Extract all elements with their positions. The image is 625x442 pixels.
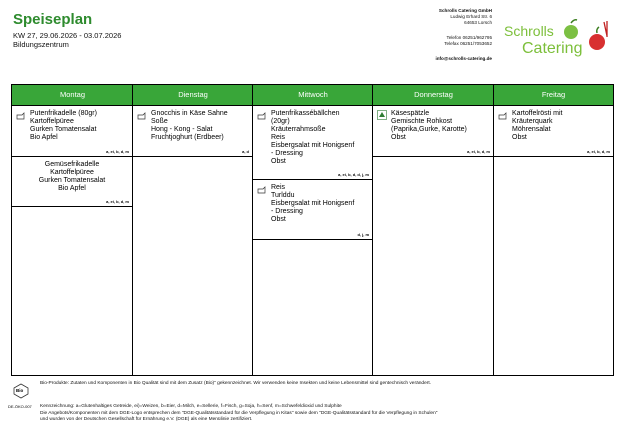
dge-logo-icon [377,110,387,120]
dish-line: Obst [271,158,286,165]
dish-line: Gnocchis in Käse Sahne [151,110,228,117]
dish-line: Gurken Tomatensalat [38,177,106,184]
day-header-friday: Freitag [494,85,613,105]
day-header-monday: Montag [12,85,133,105]
dish-line: Gemischte Rohkost [391,118,453,125]
dish-line: Obst [391,134,406,141]
location: Bildungszentrum [13,40,69,49]
dish-line: Obst [271,216,286,223]
fax: Telefax 06251/7053652 [444,41,492,46]
logo-word1: Schrolls [504,23,554,39]
menu-grid [11,84,614,376]
dish-lines [30,110,130,142]
menu-cell-thursday-1 [373,106,493,157]
bio-code: DE-ÖKO-007 [8,404,32,409]
day-header-wednesday: Mittwoch [253,85,373,105]
dish-line: Eisbergsalat mit Honigsenf [271,200,355,207]
week-range: KW 27, 29.06.2026 - 03.07.2026 [13,31,122,40]
menu-cell-wednesday-1 [253,106,372,180]
allergen-codes: a, ei, b, d, m [587,149,610,154]
menu-cell-wednesday-2 [253,180,372,240]
menu-cell-friday-1 [494,106,613,157]
day-header-tuesday: Dienstag [133,85,253,105]
menu-cell-monday-2 [12,157,132,207]
dish-line: Reis [271,184,286,191]
dish-line: (Paprika,Gurke, Karotte) [391,126,467,133]
dish-lines [14,161,130,193]
dish-lines [512,110,611,142]
dish-line: Hong - Kong - Salat [151,126,213,133]
bio-note: Bio-Produkte: Zutaten und Komponenten in Bio Qualität sind mit dem Zusatz (Bio)" gekennzeichnet. Wir verwenden keine Insekten und keine Lebensmittel sind gentechnisch verändert. [40,381,432,386]
company-address [400,8,492,62]
dish-line: Putenfrikadelle (80gr) [30,110,97,117]
address-line: Ludwig Erhard Str. 6 [450,14,492,19]
dish-lines [271,110,370,166]
dish-line: Bio Apfel [58,185,86,192]
dish-lines [391,110,491,142]
dish-line: - Dressing [271,208,303,215]
dish-line: Putenfrikassébällchen [271,110,340,117]
dish-line: - Dressing [271,150,303,157]
dish-line: (20gr) [271,118,290,125]
address-line: 64653 Lorsch [464,20,492,25]
bio-label: Bio [16,388,24,393]
dish-line: Bio Apfel [30,134,58,141]
hand-pointer-icon [257,184,267,194]
dge-note-2: und wurden von der Deutschen Gesellschaft für Ernährung e.V. (DGE) als eine Menülinie zertifiziert. [40,417,253,422]
hand-pointer-icon [257,110,267,120]
dge-note: Die Angebots/Komponenten mit dem DGE-Logo entsprechen dem "DGE-Qualitätsstandard für die Verpflegung in Kitas" sowie dem "DGE-Qualitätsstandard für die Verpflegung in Schulen" [40,411,438,416]
phone: Telefon 06251/962795 [446,35,492,40]
allergen-codes: a, ei, b, d, d, j, m [338,172,369,177]
dish-line: Kräuterrahmsoße [271,126,326,133]
email: info@schrolls-catering.de [435,56,492,61]
menu-cell-monday-1 [12,106,132,157]
dish-lines [271,184,370,224]
allergen-codes: a, ei, b, d, m [467,149,490,154]
allergen-legend: Kennzeichnung: a=Glutenhaltiges Getreide, ei)=Weizen, b=Eier, d=Milch, e=Sellerie, f=Fisch, g=Soja, h=Senf, m=Schwefeldioxid und Sulphite [40,404,342,409]
allergen-codes: a, d [242,149,249,154]
dish-line: Eisbergsalat mit Honigsenf [271,142,355,149]
dish-line: Kräuterquark [512,118,553,125]
company-logo [498,18,613,64]
dish-lines [151,110,250,142]
dish-line: Turlddu [271,192,295,199]
dish-line: Kartoffelpüree [30,118,74,125]
dish-line: Kartoffelpüree [50,169,94,176]
dish-line: Fruchtjoghurt (Erdbeer) [151,134,224,141]
logo-word2: Catering [522,40,583,57]
dish-line: Kartoffelrösti mit [512,110,563,117]
day-header-thursday: Donnerstag [373,85,494,105]
hand-pointer-icon [498,110,508,120]
allergen-codes: d, j, m [357,232,369,237]
dish-line: Käsespätzle [391,110,430,117]
page-title: Speiseplan [13,11,93,28]
dish-line: Gemüsefrikadelle [44,161,100,168]
dish-line: Gurken Tomatensalat [30,126,97,133]
menu-cell-tuesday-1 [133,106,252,157]
allergen-codes: a, ei, b, d, m [106,199,129,204]
hand-pointer-icon [137,110,147,120]
dish-line: Reis [271,134,286,141]
address-line: Schrolls Catering GmbH [438,8,492,13]
dish-line: Obst [512,134,527,141]
hand-pointer-icon [16,110,26,120]
allergen-codes: a, ei, b, d, m [106,149,129,154]
dish-line: Soße [151,118,168,125]
dish-line: Möhrensalat [512,126,551,133]
